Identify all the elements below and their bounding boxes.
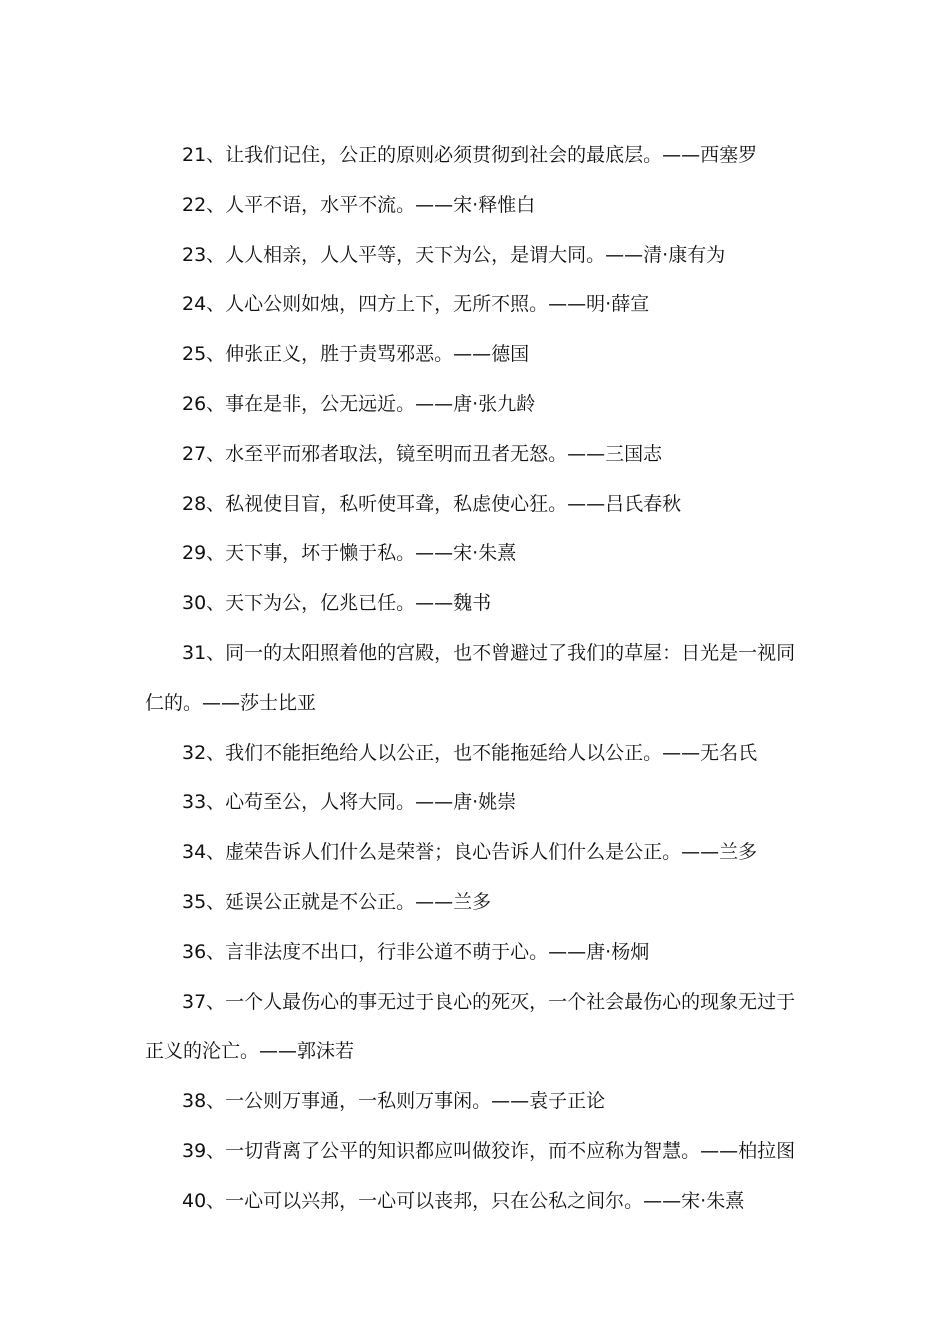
quote-item: 32、我们不能拒绝给人以公正，也不能拖延给人以公正。——无名氏	[182, 741, 758, 764]
quote-item: 34、虚荣告诉人们什么是荣誉；良心告诉人们什么是公正。——兰多	[182, 841, 758, 864]
quote-item: 21、让我们记住，公正的原则必须贯彻到社会的最底层。——西塞罗	[182, 144, 758, 166]
quote-item: 23、人人相亲，人人平等，天下为公，是谓大同。——清·康有为	[182, 243, 726, 266]
quote-item: 36、言非法度不出口，行非公道不萌于心。——唐·杨炯	[182, 940, 650, 963]
quote-item: 37、一个人最伤心的事无过于良心的死灭，一个社会最伤心的现象无过于正义的沦亡。——郭沫若	[145, 990, 796, 1063]
quote-item: 30、天下为公，亿兆已任。——魏书	[182, 592, 492, 615]
quote-item: 35、延误公正就是不公正。——兰多	[182, 890, 492, 913]
quote-item: 33、心苟至公，人将大同。——唐·姚崇	[182, 791, 517, 814]
quote-item: 28、私视使目盲，私听使耳聋，私虑使心狂。——吕氏春秋	[182, 492, 682, 515]
quote-item: 22、人平不语，水平不流。——宋·释惟白	[182, 193, 536, 216]
quote-item: 27、水至平而邪者取法，镜至明而丑者无怒。——三国志	[182, 442, 663, 465]
quote-item: 39、一切背离了公平的知识都应叫做狡诈，而不应称为智慧。——柏拉图	[182, 1139, 796, 1162]
quote-list	[145, 131, 810, 1227]
quote-item: 24、人心公则如烛，四方上下，无所不照。——明·薛宣	[182, 293, 650, 316]
quote-item: 26、事在是非，公无远近。——唐·张九龄	[182, 392, 536, 415]
quote-item: 29、天下事，坏于懒于私。——宋·朱熹	[182, 542, 517, 565]
quote-item: 38、一公则万事通，一私则万事闲。——袁子正论	[182, 1090, 606, 1113]
quote-item: 40、一心可以兴邦，一心可以丧邦，只在公私之间尔。——宋·朱熹	[182, 1189, 745, 1212]
quote-item: 31、同一的太阳照着他的宫殿，也不曾避过了我们的草屋：日光是一视同仁的。——莎士比亚	[145, 641, 796, 714]
quote-item: 25、伸张正义，胜于责骂邪恶。——德国	[182, 343, 530, 366]
